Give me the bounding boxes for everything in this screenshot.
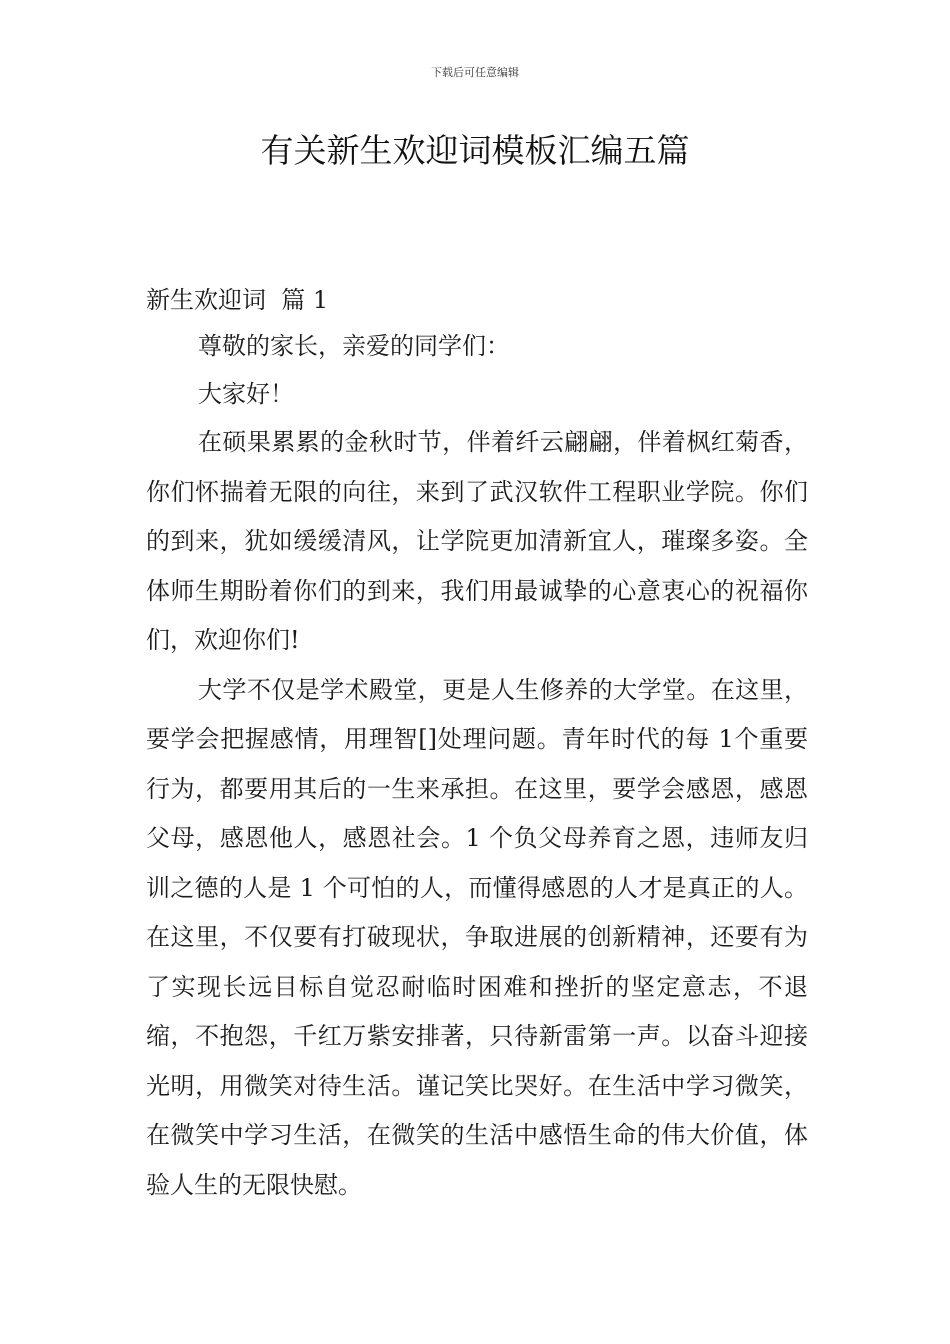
greeting-paragraph: 大家好！	[198, 380, 294, 408]
document-body	[146, 280, 808, 1210]
salutation-paragraph: 尊敬的家长，亲爱的同学们：	[198, 332, 510, 360]
header-note: 下载后可任意编辑	[431, 66, 519, 79]
section-heading: 新生欢迎词 篇 1	[146, 286, 329, 314]
body-paragraph-welcome: 在硕果累累的金秋时节，伴着纤云翩翩，伴着枫红菊香，你们怀揣着无限的向往，来到了武汉软件工程职业学院。你们的到来，犹如缓缓清风，让学院更加清新宜人，璀璨多姿。全体师生期盼着你们的到来，我们用最诚挚的心意衷心的祝福你们，欢迎你们!	[146, 428, 808, 654]
document-title: 有关新生欢迎词模板汇编五篇	[260, 131, 690, 170]
body-paragraph-university: 大学不仅是学术殿堂，更是人生修养的大学堂。在这里，要学会把握感情，用理智[]处理问题。青年时代的每 1个重要行为，都要用其后的一生来承担。在这里，要学会感恩，感恩父母，感恩他人，感恩社会。1 个负父母养育之恩，违师友归训之德的人是 1 个可怕的人，而懂得感恩的人才是真正的人。在这里，不仅要有打破现状，争取进展的创新精神，还要有为了实现长远目标自觉忍耐临时困难和挫折的坚定意志，不退缩，不抱怨，千红万紫安排著，只待新雷第一声。以奋斗迎接光明，用微笑对待生活。谨记笑比哭好。在生活中学习微笑，在微笑中学习生活，在微笑的生活中感悟生命的伟大价值，体验人生的无限快慰。	[146, 675, 808, 1199]
